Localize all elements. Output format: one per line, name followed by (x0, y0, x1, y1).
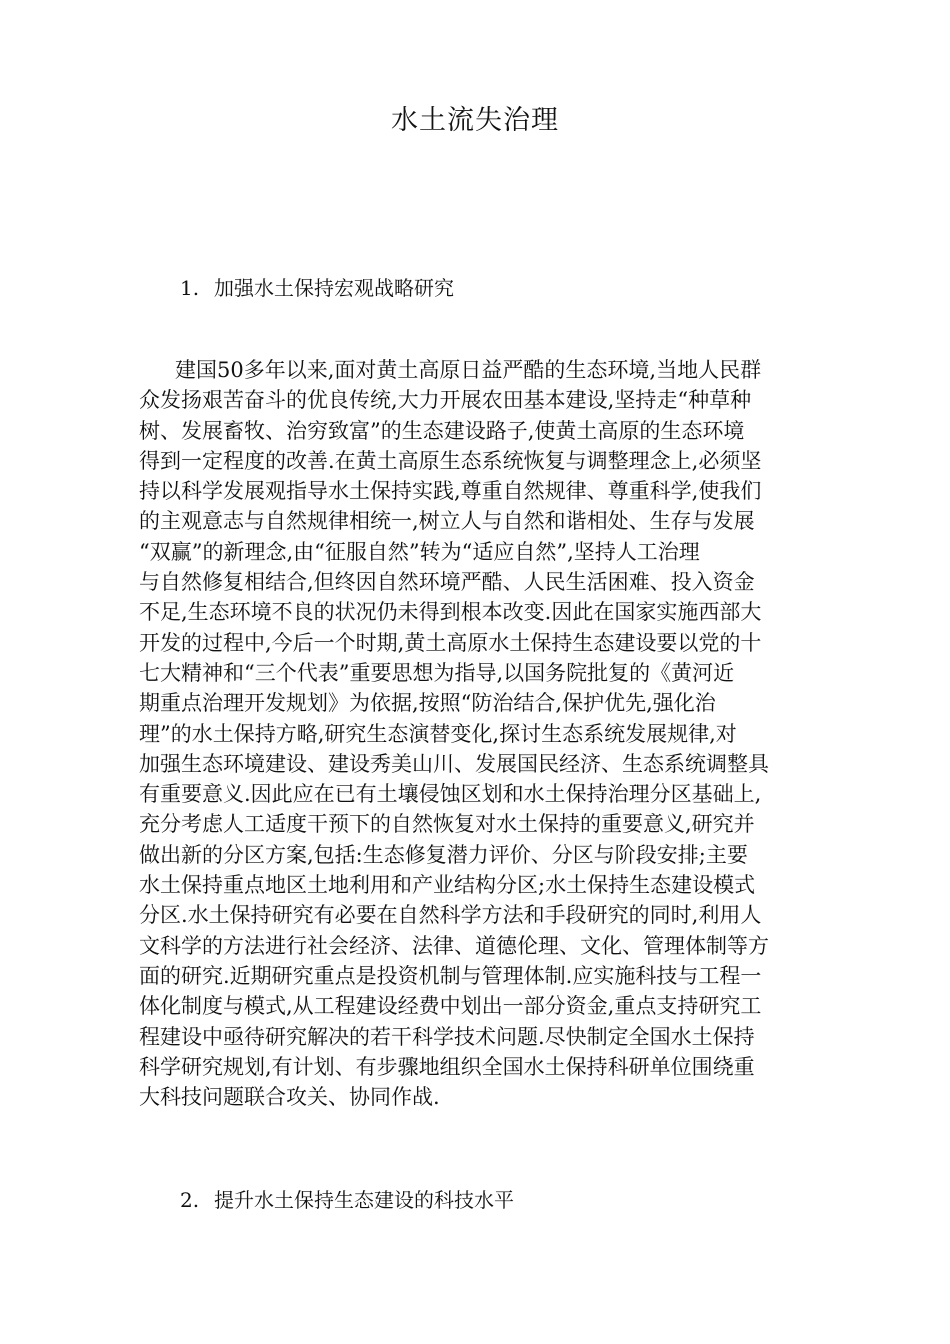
paragraph-line: 大科技问题联合攻关、协同作战. (139, 1085, 440, 1110)
paragraph-line: 理”的水土保持方略,研究生态演替变化,探讨生态系统发展规律,对 (139, 721, 737, 746)
paragraph-line: 充分考虑人工适度干预下的自然恢复对水土保持的重要意义,研究并 (139, 812, 755, 837)
section-number: 1. (180, 276, 200, 300)
paragraph-line: 的主观意志与自然规律相统一,树立人与自然和谐相处、生存与发展 (139, 509, 755, 534)
paragraph-line: 体化制度与模式,从工程建设经费中划出一部分资金,重点支持研究工 (139, 994, 762, 1019)
paragraph-line: 科学研究规划,有计划、有步骤地组织全国水土保持科研单位围绕重 (139, 1054, 755, 1079)
paragraph-line: 程建设中亟待研究解决的若干科学技术问题.尽快制定全国水土保持 (139, 1024, 755, 1049)
paragraph-line: 有重要意义.因此应在已有土壤侵蚀区划和水土保持治理分区基础上, (139, 782, 762, 807)
paragraph-line: 期重点治理开发规划》为依据,按照“防治结合,保护优先,强化治 (139, 691, 716, 716)
paragraph-line: 建国50多年以来,面对黄土高原日益严酷的生态环境,当地人民群 (175, 358, 762, 382)
paragraph-line: 分区.水土保持研究有必要在自然科学方法和手段研究的同时,利用人 (139, 903, 762, 928)
paragraph-line: 加强生态环境建设、建设秀美山川、发展国民经济、生态系统调整具 (139, 751, 769, 776)
paragraph-line: 与自然修复相结合,但终因自然环境严酷、人民生活困难、投入资金 (139, 570, 755, 595)
paragraph-line: 面的研究.近期研究重点是投资机制与管理体制.应实施科技与工程一 (139, 963, 762, 988)
section-heading-2 (180, 1185, 514, 1215)
paragraph-line: 开发的过程中,今后一个时期,黄土高原水土保持生态建设要以党的十 (139, 630, 762, 655)
section-heading-text: 提升水土保持生态建设的科技水平 (214, 1188, 514, 1212)
paragraph-line: 树、发展畜牧、治穷致富”的生态建设路子,使黄土高原的生态环境 (139, 418, 745, 443)
page-title: 水土流失治理 (391, 105, 559, 136)
section-number: 2. (180, 1188, 200, 1212)
paragraph-line: 七大精神和“三个代表”重要思想为指导,以国务院批复的《黄河近 (139, 660, 735, 685)
paragraph-line: 不足,生态环境不良的状况仍未得到根本改变.因此在国家实施西部大 (139, 600, 762, 625)
paragraph-line: 做出新的分区方案,包括:生态修复潜力评价、分区与阶段安排;主要 (139, 842, 748, 867)
paragraph-line: “双赢”的新理念,由“征服自然”转为“适应自然”,坚持人工治理 (139, 539, 700, 564)
paragraph-line: 众发扬艰苦奋斗的优良传统,大力开展农田基本建设,坚持走“种草种 (139, 388, 752, 413)
paragraph-line: 得到一定程度的改善.在黄土高原生态系统恢复与调整理念上,必须坚 (139, 448, 762, 473)
section-heading-1 (180, 273, 454, 303)
paragraph-line: 文科学的方法进行社会经济、法律、道德伦理、文化、管理体制等方 (139, 933, 769, 958)
body-paragraph (139, 355, 819, 1112)
paragraph-line: 持以科学发展观指导水土保持实践,尊重自然规律、尊重科学,使我们 (139, 479, 762, 504)
section-heading-text: 加强水土保持宏观战略研究 (214, 276, 454, 300)
paragraph-line: 水土保持重点地区土地利用和产业结构分区;水土保持生态建设模式 (139, 873, 756, 898)
